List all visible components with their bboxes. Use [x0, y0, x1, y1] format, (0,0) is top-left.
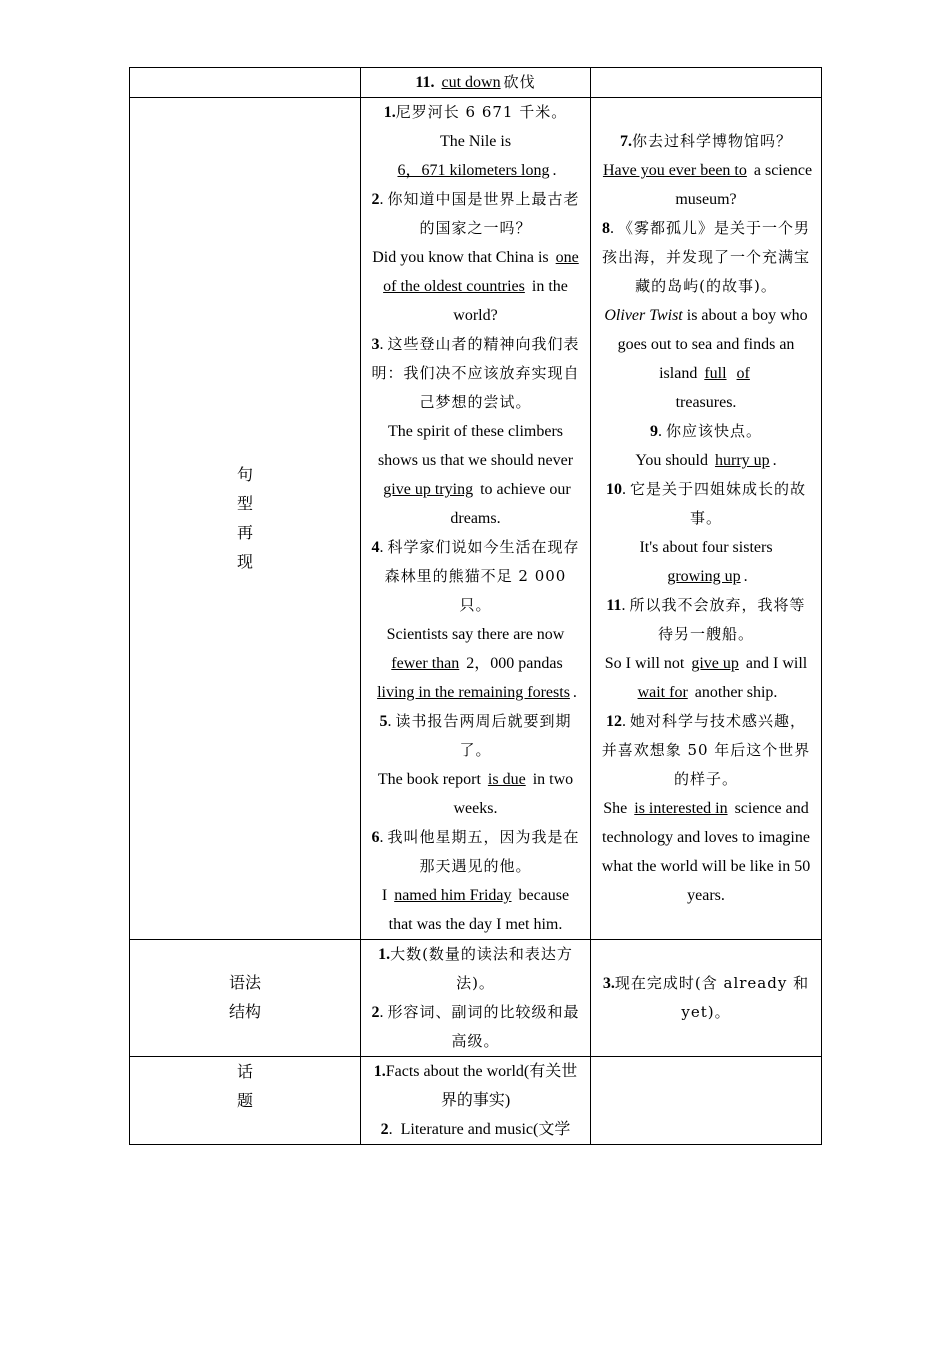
topic-item — [369, 1057, 582, 1115]
chinese-prompt: 你应该快点。 — [665, 422, 762, 440]
sentences-right-cell — [591, 98, 822, 940]
sentence-item — [599, 127, 813, 214]
english-text: She — [603, 800, 628, 817]
topic-text: Facts about the world(有关世界的事实) — [385, 1063, 578, 1109]
answer-blank: give up trying — [383, 481, 474, 498]
chinese-prompt: 我叫他星期五，因为我是在那天遇见的他。 — [387, 828, 580, 875]
item-number: 2 — [371, 1004, 380, 1021]
answer-blank: is due — [487, 771, 526, 788]
sentence-item: 11. 所以我不会放弃，我将等待另一艘船。 So I will not give up and I will wait for another ship. — [604, 596, 808, 701]
item-number: 11 — [606, 597, 622, 614]
label-char: 型 — [236, 495, 253, 513]
answer-blank: named him Friday — [394, 887, 512, 904]
item-number: 7. — [619, 133, 632, 150]
grammar-item — [599, 969, 813, 1027]
answer-blank: living in the remaining forests — [377, 684, 570, 701]
book-title: Oliver Twist — [604, 307, 683, 324]
label-char: 话 — [236, 1064, 253, 1081]
item-number: 6 — [371, 829, 380, 846]
chinese-prompt: 你去过科学博物馆吗？ — [631, 132, 792, 150]
chinese-prompt: 尼罗河长 6 671 千米。 — [395, 103, 568, 121]
answer-blank: of — [736, 365, 750, 382]
english-text: treasures. — [675, 394, 737, 411]
item-number: 4 — [371, 539, 380, 556]
sentence-item: 3. 这些登山者的精神向我们表明：我们决不应该放弃实现自己梦想的尝试。 The spirit of these climbers shows us that we should never give up trying to achieve our dreams. — [371, 335, 580, 527]
english-text: . — [772, 452, 777, 469]
vocab-label-cell — [130, 68, 361, 98]
label-line: 结构 — [228, 1004, 261, 1021]
answer-blank: Have you ever been to — [602, 162, 747, 179]
english-text: The spirit of these climbers shows us that we should never — [377, 423, 574, 469]
grammar-right-cell — [591, 940, 822, 1057]
english-text: another ship. — [694, 684, 778, 701]
chinese-prompt: 《雾都孤儿》是关于一个男孩出海，并发现了一个充满宝藏的岛屿(的故事)。 — [601, 219, 810, 295]
sentence-item: 6. 我叫他星期五，因为我是在那天遇见的他。 I named him Friday because that was the day I met him. — [371, 828, 580, 933]
answer-blank: is interested in — [634, 800, 728, 817]
sentence-item: 4. 科学家们说如今生活在现存森林里的熊猫不足 2 000 只。 Scientists say there are now fewer than 2，000 pandas living in the remaining forests . — [371, 538, 580, 701]
english-text: and I will — [745, 655, 808, 672]
answer-blank: hurry up — [714, 452, 770, 469]
grammar-text: 形容词、副词的比较级和最高级。 — [387, 1003, 580, 1050]
english-text: It's about four sisters — [639, 539, 773, 556]
label-char: 题 — [236, 1093, 253, 1110]
grammar-label-cell — [130, 940, 361, 1057]
item-number: 10 — [605, 481, 622, 498]
english-text: because that was the day I met him. — [388, 887, 570, 933]
english-text: is about a boy who goes out to sea and finds an island — [617, 307, 808, 382]
english-text: The book report — [377, 771, 481, 788]
topic-middle-cell — [361, 1057, 591, 1145]
answer-blank: cut down — [441, 74, 501, 91]
sentence-item — [369, 98, 582, 185]
grammar-middle-cell — [361, 940, 591, 1057]
sentences-middle-cell — [361, 98, 591, 940]
table-row-grammar — [130, 940, 822, 1057]
answer-blank: 6，671 kilometers long — [397, 162, 550, 179]
chinese-prompt: 所以我不会放弃，我将等待另一艘船。 — [629, 596, 806, 643]
meaning-text: 砍伐 — [503, 73, 536, 91]
chinese-prompt: 你知道中国是世界上最古老的国家之一吗？ — [387, 190, 580, 237]
chinese-prompt: 科学家们说如今生活在现存森林里的熊猫不足 2 000 只。 — [384, 538, 580, 614]
answer-blank: one of the oldest countries — [383, 249, 579, 295]
item-number: 3. — [602, 975, 615, 992]
sentence-item: 12. 她对科学与技术感兴趣，并喜欢想象 50 年后这个世界的样子。 She is interested in science and technology and loves to imagine what the world will be like in 50 years. — [601, 712, 811, 904]
english-text: . — [743, 568, 748, 585]
english-text: So I will not — [604, 655, 685, 672]
item-number: 9 — [649, 423, 658, 440]
item-number: 8 — [601, 220, 610, 237]
item-number: 3 — [371, 336, 380, 353]
english-text: science and technology and loves to imagine what the world will be like in 50 years. — [601, 800, 811, 904]
table-row-topic — [130, 1057, 822, 1145]
table-row-sentences — [130, 98, 822, 940]
english-text: Scientists say there are now — [386, 626, 565, 643]
grammar-item — [369, 940, 582, 998]
sentences-label-cell — [130, 98, 361, 940]
english-text: a science museum? — [675, 162, 813, 208]
item-number: 1. — [378, 946, 391, 963]
item-number: 2 — [371, 191, 380, 208]
item-dot: . — [430, 74, 435, 91]
english-text: . — [552, 162, 557, 179]
english-text: in two weeks. — [453, 771, 574, 817]
item-number: 5 — [379, 713, 388, 730]
grammar-item: 2. 形容词、副词的比较级和最高级。 — [371, 1003, 580, 1050]
english-text: to achieve our dreams. — [450, 481, 571, 527]
grammar-text: 现在完成时(含 already 和 yet)。 — [614, 974, 810, 1021]
sentence-item: 8. 《雾都孤儿》是关于一个男孩出海，并发现了一个充满宝藏的岛屿(的故事)。 Oliver Twist is about a boy who goes out to sea and finds an island full of treasures. — [601, 219, 810, 411]
chinese-prompt: 她对科学与技术感兴趣，并喜欢想象 50 年后这个世界的样子。 — [601, 712, 811, 788]
chinese-prompt: 它是关于四姐妹成长的故事。 — [629, 480, 806, 527]
chinese-prompt: 这些登山者的精神向我们表明：我们决不应该放弃实现自己梦想的尝试。 — [371, 335, 580, 411]
answer-blank: wait for — [637, 684, 688, 701]
english-text: The Nile is — [439, 133, 512, 150]
topic-text: Literature and music(文学 — [400, 1121, 571, 1138]
english-text: You should — [635, 452, 708, 469]
topic-label-cell — [130, 1057, 361, 1145]
grammar-text: 大数(数量的读法和表达方法)。 — [390, 945, 573, 992]
english-text: 2，000 pandas — [466, 655, 563, 672]
topic-item: 2. Literature and music(文学 — [380, 1121, 571, 1138]
label-line: 语法 — [228, 975, 261, 992]
english-text: Did you know that China is — [372, 249, 549, 266]
item-number: 12 — [605, 713, 622, 730]
review-table — [129, 67, 822, 1145]
answer-blank: growing up — [667, 568, 741, 585]
item-number: 1. — [373, 1063, 386, 1080]
label-char: 再 — [236, 524, 253, 542]
label-char: 句 — [236, 466, 253, 484]
vocab-empty-cell — [591, 68, 822, 98]
topic-empty-cell — [591, 1057, 822, 1145]
english-text: . — [572, 684, 577, 701]
sentence-item: 10. 它是关于四姐妹成长的故事。 It's about four sisters growing up . — [605, 480, 806, 585]
answer-blank: fewer than — [391, 655, 460, 672]
answer-blank: full — [704, 365, 727, 382]
vocab-item-cell — [361, 68, 591, 98]
english-text: in the world? — [453, 278, 568, 324]
sentence-item: 9. 你应该快点。 You should hurry up . — [635, 422, 777, 469]
sentence-item: 5. 读书报告两周后就要到期了。 The book report is due in two weeks. — [377, 712, 574, 817]
item-number: 1. — [383, 104, 396, 121]
item-number: 2 — [380, 1121, 389, 1138]
chinese-prompt: 读书报告两周后就要到期了。 — [395, 712, 572, 759]
english-text: I — [381, 887, 388, 904]
table-row-vocab — [130, 68, 822, 98]
item-number: 11 — [415, 74, 431, 91]
label-char: 现 — [236, 553, 253, 571]
answer-blank: give up — [691, 655, 739, 672]
sentence-item: 2. 你知道中国是世界上最古老的国家之一吗？ Did you know that China is one of the oldest countries in the world? — [371, 190, 580, 324]
